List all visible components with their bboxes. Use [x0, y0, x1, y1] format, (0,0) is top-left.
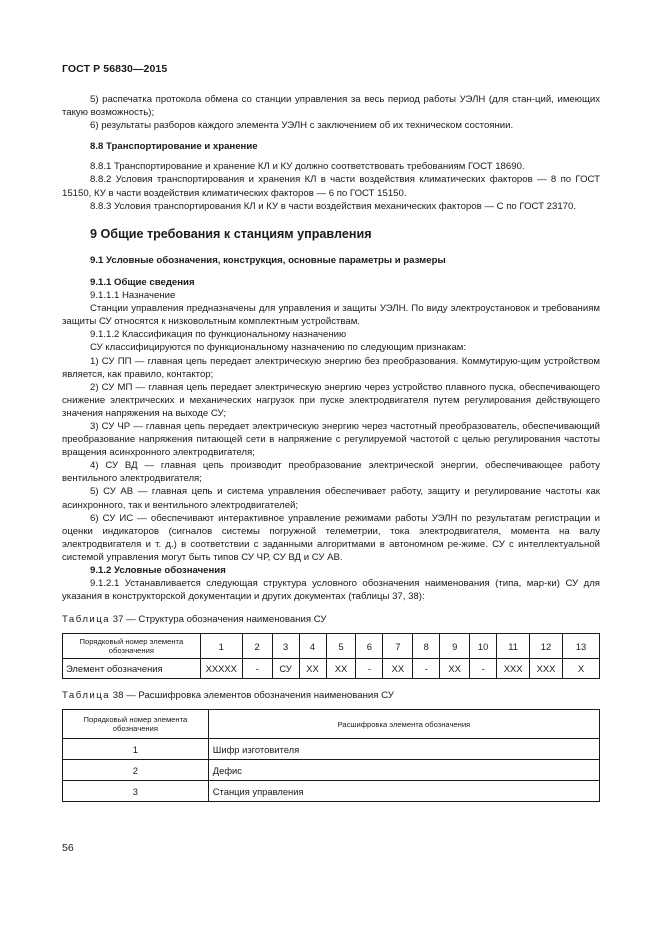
table37-header-number: 10 [470, 634, 497, 659]
table-row [63, 760, 600, 781]
table37-header-number: 3 [272, 634, 299, 659]
table37-caption-word: Таблица [62, 614, 111, 626]
paragraph: 9.1.2.1 Устанавливается следующая структура условного обозначения наименования (типа, мар-ки) СУ для указания в конструкторской документации и других документах (таблицы 37, 38): [62, 578, 600, 603]
table-38 [62, 709, 600, 802]
table38-header-number: Порядковый номер элемента обозначения [63, 710, 209, 739]
table37-header-number: 11 [497, 634, 530, 659]
table37-header-number: 8 [413, 634, 440, 659]
table37-cell: XXXXX [200, 659, 242, 679]
table37-cell: СУ [272, 659, 299, 679]
paragraph: 5) распечатка протокола обмена со станции управления за весь период работы УЭЛН (для стан-ций, имеющих такую возможность); [62, 94, 600, 119]
table37-cell: XXX [530, 659, 563, 679]
table37-cell: - [242, 659, 272, 679]
table37-cell: - [470, 659, 497, 679]
page-body [62, 93, 600, 802]
table37-header-number: 13 [563, 634, 600, 659]
table37-cell: - [413, 659, 440, 679]
table37-header-number: 5 [326, 634, 356, 659]
table37-cell: XXX [497, 659, 530, 679]
table37-row-label: Элемент обозначения [63, 659, 201, 679]
subsection-heading-9-1-1: 9.1.1 Общие сведения [90, 276, 195, 288]
table37-header-number: 1 [200, 634, 242, 659]
table37-caption [62, 613, 600, 626]
table37-header-number: 2 [242, 634, 272, 659]
subsection-heading-9-1-2: 9.1.2 Условные обозначения [90, 565, 226, 576]
table38-caption-text: 38 — Расшифровка элементов обозначения наименования СУ [112, 690, 394, 702]
table37-caption-text: 37 — Структура обозначения наименования СУ [112, 614, 327, 626]
table37-cell: - [356, 659, 383, 679]
paragraph: 8.8.3 Условия транспортирования КЛ и КУ в части воздействия механических факторов — С по ГОСТ 23170. [90, 200, 577, 212]
table37-header-number: 12 [530, 634, 563, 659]
table37-cell: XX [326, 659, 356, 679]
table38-header-row [63, 710, 600, 739]
table-row [63, 781, 600, 802]
list-item: 5) СУ АВ — главная цепь и система управления обеспечивает работу, защиту и регулирование частоты как асинхронного, так и вентильного электродвигателей; [62, 486, 600, 511]
table37-cell: X [563, 659, 600, 679]
table38-number-cell: 1 [63, 739, 209, 760]
section-heading-8-8: 8.8 Транспортирование и хранение [90, 141, 258, 153]
list-item: 3) СУ ЧР — главная цепь передает электрическую энергию через частотный преобразователь, обеспечивающий преобразование напряжения питающей сети в напряжение с регулируемой частотой с целью регулирования частоты вращения асинхронного электродвигателя; [62, 420, 600, 459]
table37-header-number: 9 [440, 634, 470, 659]
table38-header-description: Расшифровка элемента обозначения [208, 710, 599, 739]
table38-number-cell: 2 [63, 760, 209, 781]
paragraph: 9.1.1.1 Назначение [90, 290, 176, 302]
table38-caption [62, 689, 600, 702]
table37-cell: XX [299, 659, 326, 679]
table38-description-cell: Станция управления [208, 781, 599, 802]
table38-number-cell: 3 [63, 781, 209, 802]
list-item: 6) СУ ИС — обеспечивают интерактивное управление режимами работы УЭЛН по результатам регистрации и оценки индикаторов (сигналов системы погружной телеметрии, тока электродвигателя, момента на валу электродвигателя и т. д.) в соответствии с заданными алгоритмами в автономном ре-жиме. СУ с интеллектуальной системой управления могут быть типов СУ ЧР, СУ ВД и СУ АВ. [62, 512, 600, 563]
list-item: 4) СУ ВД — главная цепь производит преобразование электрической энергии, обеспечивающее работу вентильного электродвигателя; [62, 460, 600, 485]
list-item: 2) СУ МП — главная цепь передает электрическую энергию через устройство плавного пуска, обеспечивающего снижение электрических и механических нагрузок при пуске электродвигателя путем регулирования действующего значения напряжения на выходе СУ; [62, 381, 600, 419]
table37-header-row [63, 634, 600, 659]
table37-value-row [63, 659, 600, 679]
table37-cell: XX [383, 659, 413, 679]
table37-header-label: Порядковый номер элемента обозначения [63, 634, 201, 659]
page-number: 56 [62, 842, 74, 854]
table38-description-cell: Дефис [208, 760, 599, 781]
table38-caption-word: Таблица [62, 690, 111, 702]
paragraph: СУ классифицируются по функциональному назначению по следующим признакам: [90, 342, 467, 354]
section-heading-9: 9 Общие требования к станциям управления [90, 226, 372, 241]
paragraph: 8.8.1 Транспортирование и хранение КЛ и КУ должно соответствовать требованиям ГОСТ 18690. [90, 161, 525, 173]
paragraph: 8.8.2 Условия транспортирования и хранения КЛ в части воздействия климатических факторов — 8 по ГОСТ 15150, КУ в части воздействия климатических факторов — 6 по ГОСТ 15150. [62, 174, 600, 199]
table37-header-number: 7 [383, 634, 413, 659]
table-37 [62, 633, 600, 679]
section-heading-9-1: 9.1 Условные обозначения, конструкция, основные параметры и размеры [90, 254, 446, 266]
list-item: 1) СУ ПП — главная цепь передает электрическую энергию без преобразования. Коммутирую-щим устройством является, как правило, контактор; [62, 355, 600, 380]
paragraph: Станции управления предназначены для управления и защиты УЭЛН. По виду электроустановок и требованиям защиты СУ относятся к низковольтным комплектным устройствам. [62, 303, 600, 328]
table37-header-number: 6 [356, 634, 383, 659]
table-row [63, 739, 600, 760]
paragraph: 6) результаты разборов каждого элемента УЭЛН с заключением об их техническом состоянии. [90, 120, 514, 132]
table37-header-number: 4 [299, 634, 326, 659]
standard-header: ГОСТ Р 56830—2015 [62, 63, 168, 75]
table38-description-cell: Шифр изготовителя [208, 739, 599, 760]
paragraph: 9.1.1.2 Классификация по функциональному назначению [90, 329, 347, 341]
table37-cell: XX [440, 659, 470, 679]
